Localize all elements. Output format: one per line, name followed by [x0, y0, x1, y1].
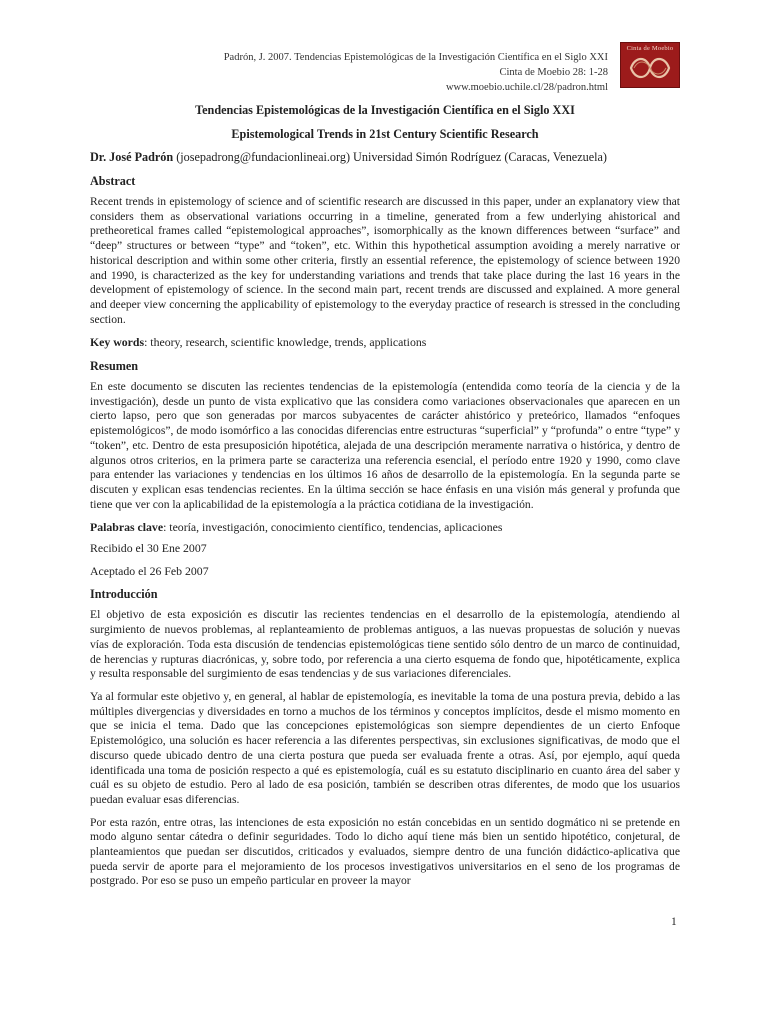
resumen-heading: Resumen: [90, 359, 139, 374]
accepted-date: Aceptado el 26 Feb 2007: [90, 563, 209, 578]
moebio-strip-icon: [625, 53, 675, 83]
keywords-line: [90, 335, 680, 350]
abstract-heading: Abstract: [90, 174, 136, 188]
author-line: [90, 149, 680, 165]
journal-logo: [620, 42, 680, 88]
logo-text: Cinta de Moebio: [626, 45, 674, 52]
intro-paragraph-1: El objetivo de esta exposición es discutir las recientes tendencias en el desarrollo de la epistemología, atendiendo al surgimiento de nuevos problemas, al replanteamiento de problemas antiguos, a las nuevas propuestas de solución y nuevas vías de exploración. Toda esta discusión de tendencias epistemológicas tiene sentido sólo dentro de un marco de continuidad, de herencias y rupturas diacrónicas, y, sobre todo, por referencia a una cierto esquema de fondo que, hipotéticamente, explica y resulta responsable del surgimiento de esas tendencias y de sus variaciones diferenciales.: [90, 608, 680, 681]
abstract-text: Recent trends in epistemology of science and of scientific research are discussed in this paper, under an explanatory view that considers them as observational variations occurring in a timeline, generated from a few underlying ahistorical and pretheoretical frames called “epistemological approaches”, isomorphically as the known differences between “surface” and “deep” structures or between “type” and “token”, etc. Within this hypothetical assumption avoiding a merely narrative or historical description and within some other criteria, firstly an essential reference, the epistemology of science between 1920 and 1990, is characterized as the key for understanding variations and trends that take place during the last 16 years in the development of epistemology of science. In the second main part, recent trends are discussed and explained. A more general and deeper view concerning the applicability of epistemology to the everyday practice of research is stressed in the concluding section.: [90, 195, 680, 326]
keywords-values: : theory, research, scientific knowledge, trends, applications: [144, 335, 427, 350]
received-date: Recibido el 30 Ene 2007: [90, 541, 207, 556]
header-url[interactable]: www.moebio.uchile.cl/28/padron.html: [445, 82, 608, 93]
intro-heading: Introducción: [90, 587, 158, 602]
palabras-clave-label: Palabras clave: [90, 520, 164, 535]
author-name: Dr. José Padrón: [90, 150, 174, 164]
title-spanish: Tendencias Epistemológicas de la Investigación Científica en el Siglo XXI: [195, 103, 575, 117]
header-citation: Padrón, J. 2007. Tendencias Epistemológicas de la Investigación Científica en el Siglo XXI: [223, 52, 608, 63]
intro-paragraph-3: Por esta razón, entre otras, las intenciones de esta exposición no están concebidas en un sentido dogmático ni se pretende en modo alguno sentar cátedra o definir seguridades. Todo lo dicho aquí tiene más bien un sentido hipotético, conjetural, de planteamientos que puedan ser discutidos, criticados y evaluados, siempre dentro de una función didáctico-aplicativa que pueda servir de aporte para el mejoramiento de los procesos investigativos universitarios en el seno de los programas de postgrado. Por eso se puso un empeño particular en proveer la mayor: [90, 815, 680, 888]
page-number: 1: [671, 916, 677, 928]
page-header: [0, 0, 768, 95]
paper-body: [90, 102, 680, 897]
header-journal: Cinta de Moebio 28: 1-28: [499, 67, 608, 78]
keywords-label: Key words: [90, 335, 145, 350]
palabras-clave-values: : teoría, investigación, conocimiento científico, tendencias, aplicaciones: [163, 520, 503, 535]
header-citation-block: [224, 50, 608, 95]
title-english: Epistemological Trends in 21st Century Scientific Research: [231, 127, 539, 141]
resumen-text: En este documento se discuten las recientes tendencias de la epistemología (entendida como teoría de la ciencia y de la investigación), desde un punto de vista explicativo que las considera como variaciones observacionales que aparecen en un cierto lapso, pero que son generadas por marcos subyacentes de carácter ahistórico y preteórico, llamados “enfoques epistemológicos”, de modo isomórfico a las conocidas diferencias entre estructuras “superficial” y “profunda” o entre “type” y “token”, etc. Dentro de esta presuposición hipotética, alejada de una descripción meramente narrativa o histórica, y dentro de algunos otros criterios, en la primera parte se caracteriza una referencia esencial, el período entre 1920 y 1990, como clave para entender las variaciones y tendencias en los últimos 16 años de desarrollo de la epistemología. En la segunda parte se discuten y explican esas tendencias recientes. En la última sección se hace énfasis en una visión más general y profunda que tiene que ver con la aplicabilidad de la epistemología a la práctica cotidiana de la investigación.: [90, 380, 680, 511]
intro-paragraph-2: Ya al formular este objetivo y, en general, al hablar de epistemología, es inevitable la toma de una postura previa, debido a las múltiples divergencias y diversidades en torno a muchos de los términos y conceptos implícitos, desde el mismo momento en que se inicia el tema. Dado que las concepciones epistemológicas son siempre dependientes de un cierto Enfoque Epistemológico, una solución es hacer referencia a las diferentes perspectivas, sin exclusiones significativas, de modo que el discurso quede ubicado dentro de una cierta postura que pueda ser evaluada frente a otras. Así, por ejemplo, aquí queda identificada una toma de posición respecto a qué es epistemología, cuál es su estatuto disciplinario en cuanto área del saber y cuál es su objeto de estudio. Pero al lado de esa posición, también se describen otras diferentes, de modo que los usuarios puedan evaluar esas diferencias.: [90, 689, 680, 806]
palabras-clave-line: [90, 520, 680, 535]
author-affiliation: (josepadrong@fundacionlineai.org) Universidad Simón Rodríguez (Caracas, Venezuela): [173, 150, 607, 164]
